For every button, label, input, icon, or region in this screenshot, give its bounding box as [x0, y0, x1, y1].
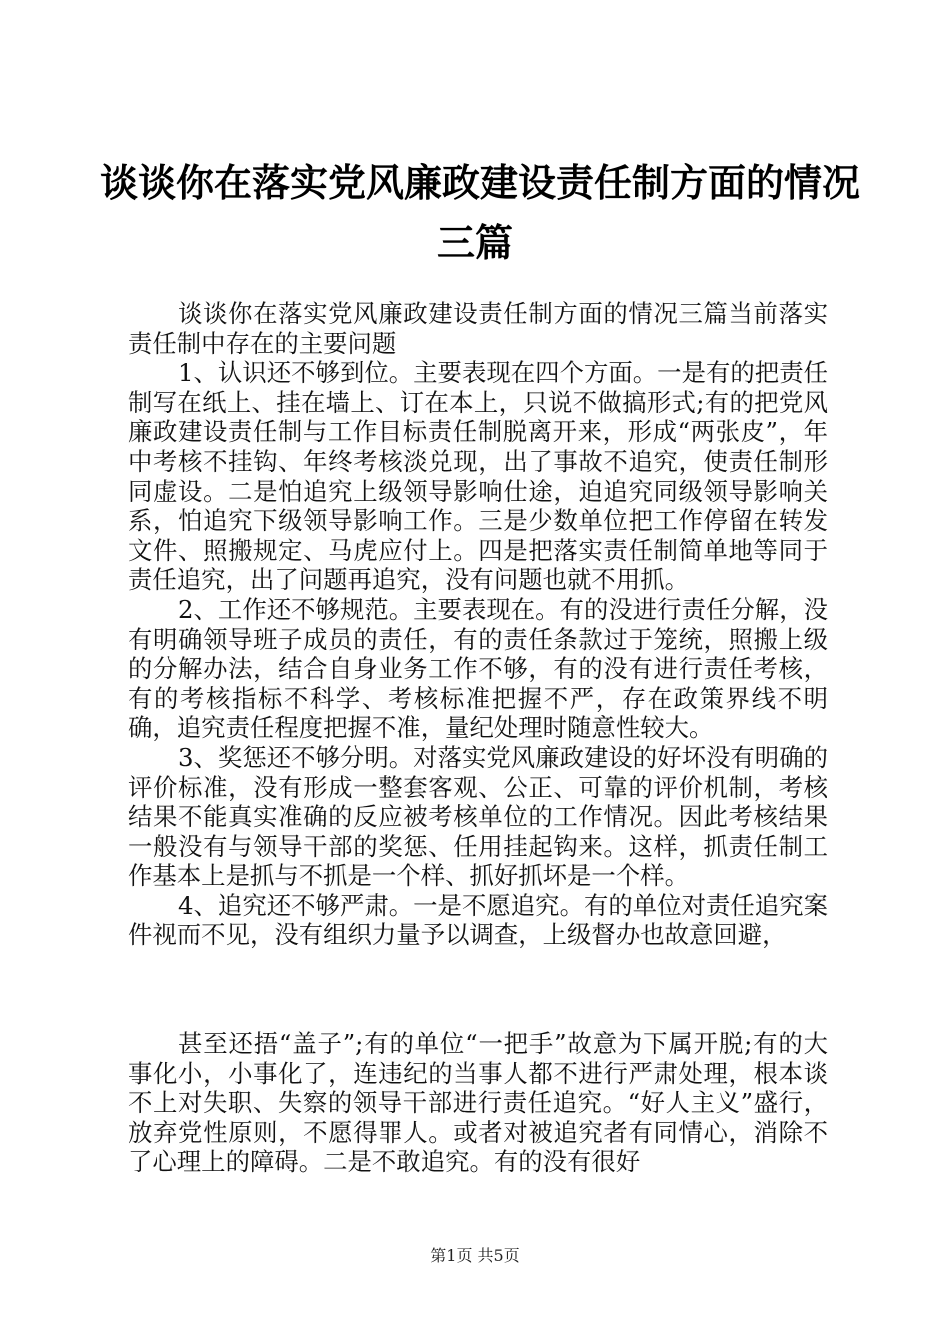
document-title-line-2: 三篇 [436, 221, 513, 265]
paragraph-continuation: 甚至还捂“盖子”;有的单位“一把手”故意为下属开脱;有的大事化小，小事化了，连违纪的当事人都不进行严肃处理，根本谈不上对失职、失察的领导干部进行责任追究。“好人主义”盛行，放弃党性原则，不愿得罪人。或者对被追究者有同情心，消除不了心理上的障碍。二是不敢追究。有的没有很好 [128, 1029, 828, 1177]
document-body-top [128, 299, 828, 950]
document-title-line-1: 谈谈你在落实党风廉政建设责任制方面的情况 [100, 161, 861, 205]
paragraph-point-4: 4、追究还不够严肃。一是不愿追究。有的单位对责任追究案件视而不见，没有组织力量予以调查，上级督办也故意回避， [128, 890, 828, 950]
page-number-footer: 第1页 共5页 [430, 1246, 520, 1265]
paragraph-point-1: 1、认识还不够到位。主要表现在四个方面。一是有的把责任制写在纸上、挂在墙上、订在本上，只说不做搞形式;有的把党风廉政建设责任制与工作目标责任制脱离开来，形成“两张皮”，年中考核不挂钩、年终考核淡兑现，出了事故不追究，使责任制形同虚设。二是怕追究上级领导影响仕途，迫追究同级领导影响关系，怕追究下级领导影响工作。三是少数单位把工作停留在转发文件、照搬规定、马虎应付上。四是把落实责任制简单地等同于责任追究，出了问题再追究，没有问题也就不用抓。 [128, 358, 828, 595]
paragraph-point-2: 2、工作还不够规范。主要表现在。有的没进行责任分解，没有明确领导班子成员的责任，有的责任条款过于笼统，照搬上级的分解办法，结合自身业务工作不够，有的没有进行责任考核，有的考核指标不科学、考核标准把握不严，存在政策界线不明确，追究责任程度把握不准，量纪处理时随意性较大。 [128, 594, 828, 743]
paragraph-point-3: 3、奖惩还不够分明。对落实党风廉政建设的好坏没有明确的评价标准，没有形成一整套客观、公正、可靠的评价机制，考核结果不能真实准确的反应被考核单位的工作情况。因此考核结果一般没有与领导干部的奖惩、任用挂起钩来。这样，抓责任制工作基本上是抓与不抓是一个样、抓好抓坏是一个样。 [128, 742, 828, 891]
paragraph-intro: 谈谈你在落实党风廉政建设责任制方面的情况三篇当前落实责任制中存在的主要问题 [128, 299, 828, 358]
document-body-continued [128, 1029, 828, 1177]
